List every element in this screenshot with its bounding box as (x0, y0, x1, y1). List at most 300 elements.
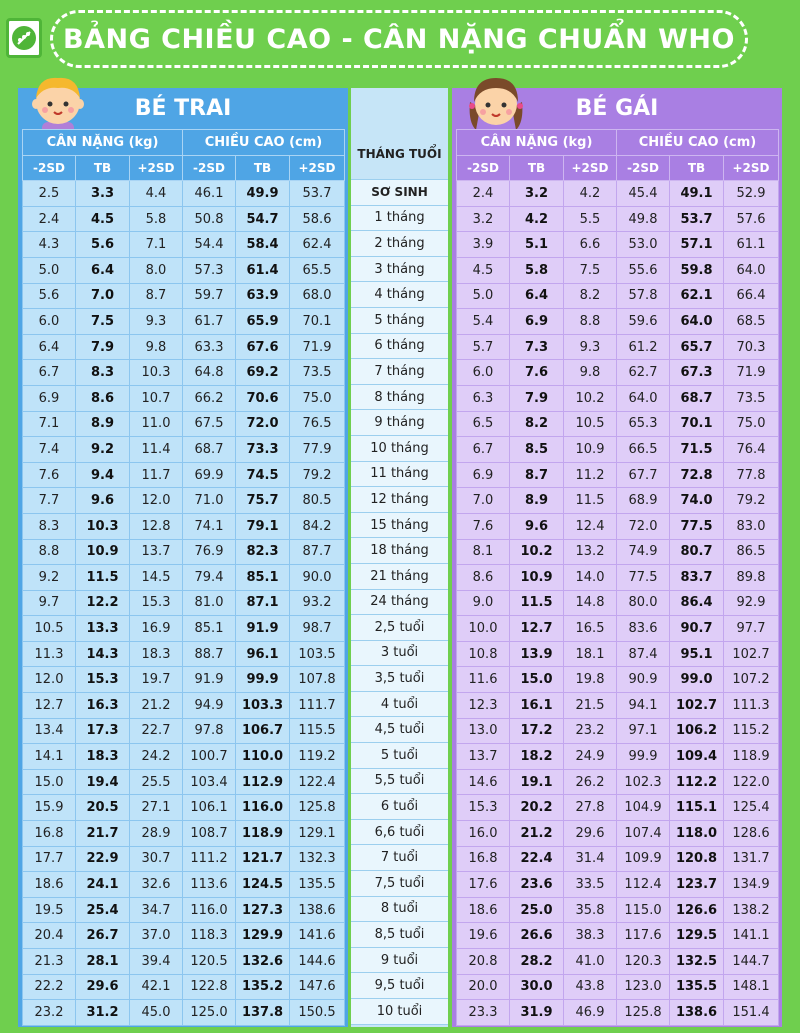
table-cell: 99.0 (670, 667, 724, 693)
table-cell: 29.6 (76, 974, 130, 1000)
table-cell: 2.4 (23, 206, 76, 232)
girl-subheader: +2SD (724, 155, 779, 181)
table-cell: 74.9 (617, 539, 670, 565)
table-cell: 151.4 (724, 1000, 779, 1026)
table-cell: 118.9 (236, 821, 290, 847)
table-row (457, 437, 779, 463)
table-cell: 21.2 (130, 693, 183, 719)
table-row (23, 513, 345, 539)
table-cell: 61.2 (617, 334, 670, 360)
table-cell: 12.8 (130, 513, 183, 539)
table-cell: 80.7 (670, 539, 724, 565)
table-cell: 69.2 (236, 360, 290, 386)
table-row (457, 309, 779, 335)
table-cell: 8.6 (457, 565, 510, 591)
table-cell: 147.6 (290, 974, 345, 1000)
table-cell: 67.5 (183, 411, 236, 437)
table-cell: 75.7 (236, 488, 290, 514)
table-cell: 106.1 (183, 795, 236, 821)
table-cell: 8.9 (510, 488, 564, 514)
table-cell: 15.9 (23, 795, 76, 821)
age-column (351, 88, 448, 1027)
table-cell: 11.3 (23, 641, 76, 667)
table-row (457, 693, 779, 719)
table-cell: 9.4 (76, 462, 130, 488)
boy-height-header: CHIỀU CAO (cm) (183, 130, 345, 156)
table-cell: 16.8 (23, 821, 76, 847)
table-cell: 39.4 (130, 949, 183, 975)
table-cell: 84.2 (290, 513, 345, 539)
table-cell: 38.3 (564, 923, 617, 949)
table-cell: 119.2 (290, 744, 345, 770)
table-cell: 122.0 (724, 769, 779, 795)
table-row (23, 360, 345, 386)
table-cell: 102.7 (724, 641, 779, 667)
table-cell: 111.2 (183, 846, 236, 872)
table-cell: 14.8 (564, 590, 617, 616)
table-row (23, 795, 345, 821)
table-cell: 31.2 (76, 1000, 130, 1026)
table-cell: 5.8 (510, 257, 564, 283)
table-cell: 120.3 (617, 949, 670, 975)
table-row (23, 385, 345, 411)
table-cell: 11.0 (130, 411, 183, 437)
table-cell: 6.0 (23, 309, 76, 335)
table-row (457, 385, 779, 411)
table-row (457, 872, 779, 898)
table-cell: 63.9 (236, 283, 290, 309)
table-cell: 75.0 (290, 385, 345, 411)
table-cell: 118.3 (183, 923, 236, 949)
table-cell: 9.7 (23, 590, 76, 616)
table-cell: 26.7 (76, 923, 130, 949)
table-cell: 45.0 (130, 1000, 183, 1026)
table-cell: 129.5 (670, 923, 724, 949)
table-cell: 22.7 (130, 718, 183, 744)
table-cell: 99.9 (236, 667, 290, 693)
boy-subheader: TB (76, 155, 130, 181)
table-cell: 97.7 (724, 616, 779, 642)
table-cell: 19.6 (457, 923, 510, 949)
age-label: 3,5 tuổi (351, 666, 448, 692)
table-row (23, 744, 345, 770)
table-row (23, 206, 345, 232)
table-cell: 107.8 (290, 667, 345, 693)
table-cell: 8.8 (23, 539, 76, 565)
table-cell: 132.3 (290, 846, 345, 872)
table-cell: 79.2 (290, 462, 345, 488)
table-cell: 13.7 (457, 744, 510, 770)
table-cell: 112.2 (670, 769, 724, 795)
table-cell: 7.3 (510, 334, 564, 360)
table-cell: 67.7 (617, 462, 670, 488)
age-label: 2 tháng (351, 231, 448, 257)
boy-table (22, 129, 345, 1026)
table-cell: 6.4 (510, 283, 564, 309)
age-label: 6 tuổi (351, 794, 448, 820)
table-cell: 127.3 (236, 897, 290, 923)
table-cell: 8.3 (76, 360, 130, 386)
table-cell: 37.0 (130, 923, 183, 949)
table-cell: 59.8 (670, 257, 724, 283)
table-cell: 77.9 (290, 437, 345, 463)
table-cell: 10.9 (76, 539, 130, 565)
age-header: THÁNG TUỔI (351, 129, 448, 180)
table-cell: 111.7 (290, 693, 345, 719)
table-cell: 8.0 (130, 257, 183, 283)
table-row (23, 309, 345, 335)
table-cell: 30.0 (510, 974, 564, 1000)
table-row (457, 846, 779, 872)
table-cell: 64.8 (183, 360, 236, 386)
age-label: 5 tuổi (351, 743, 448, 769)
table-cell: 128.6 (724, 821, 779, 847)
table-cell: 4.5 (76, 206, 130, 232)
girl-panel (452, 88, 782, 1027)
table-row (457, 795, 779, 821)
table-cell: 115.1 (670, 795, 724, 821)
table-cell: 10.3 (76, 513, 130, 539)
age-label: 15 tháng (351, 513, 448, 539)
table-cell: 13.9 (510, 641, 564, 667)
table-cell: 10.5 (23, 616, 76, 642)
table-cell: 83.7 (670, 565, 724, 591)
table-cell: 22.9 (76, 846, 130, 872)
table-cell: 17.7 (23, 846, 76, 872)
table-row (23, 488, 345, 514)
table-cell: 116.0 (183, 897, 236, 923)
table-cell: 66.2 (183, 385, 236, 411)
table-cell: 11.5 (76, 565, 130, 591)
table-cell: 117.6 (617, 923, 670, 949)
table-cell: 86.4 (670, 590, 724, 616)
table-row (457, 769, 779, 795)
table-cell: 10.8 (457, 641, 510, 667)
table-cell: 14.0 (564, 565, 617, 591)
table-cell: 8.2 (510, 411, 564, 437)
table-cell: 4.2 (510, 206, 564, 232)
table-cell: 125.8 (290, 795, 345, 821)
table-cell: 87.4 (617, 641, 670, 667)
table-cell: 18.6 (457, 897, 510, 923)
table-cell: 6.9 (510, 309, 564, 335)
table-cell: 125.0 (183, 1000, 236, 1026)
table-cell: 138.6 (670, 1000, 724, 1026)
table-cell: 41.0 (564, 949, 617, 975)
table-cell: 64.0 (617, 385, 670, 411)
girl-subheader: TB (670, 155, 724, 181)
table-row (457, 462, 779, 488)
table-cell: 106.7 (236, 718, 290, 744)
table-cell: 17.2 (510, 718, 564, 744)
table-cell: 9.6 (510, 513, 564, 539)
table-cell: 129.1 (290, 821, 345, 847)
table-cell: 74.5 (236, 462, 290, 488)
table-row (23, 462, 345, 488)
table-cell: 21.3 (23, 949, 76, 975)
girl-weight-header: CÂN NẶNG (kg) (457, 130, 617, 156)
table-cell: 16.0 (457, 821, 510, 847)
table-cell: 71.5 (670, 437, 724, 463)
table-cell: 65.5 (290, 257, 345, 283)
age-label: 5 tháng (351, 308, 448, 334)
table-cell: 7.6 (23, 462, 76, 488)
table-cell: 73.5 (290, 360, 345, 386)
table-cell: 86.5 (724, 539, 779, 565)
age-label: 4,5 tuổi (351, 717, 448, 743)
table-cell: 98.7 (290, 616, 345, 642)
table-cell: 17.3 (76, 718, 130, 744)
table-row (457, 616, 779, 642)
table-row (457, 488, 779, 514)
age-label: 11 tháng (351, 462, 448, 488)
table-cell: 103.5 (290, 641, 345, 667)
table-cell: 27.8 (564, 795, 617, 821)
table-cell: 69.9 (183, 462, 236, 488)
table-cell: 12.7 (23, 693, 76, 719)
table-cell: 90.9 (617, 667, 670, 693)
table-row (23, 437, 345, 463)
table-cell: 11.5 (564, 488, 617, 514)
table-row (23, 232, 345, 258)
girl-title: BÉ GÁI (575, 95, 659, 121)
table-cell: 72.8 (670, 462, 724, 488)
table-cell: 73.3 (236, 437, 290, 463)
table-cell: 25.0 (510, 897, 564, 923)
table-row (457, 283, 779, 309)
table-cell: 21.2 (510, 821, 564, 847)
table-cell: 25.4 (76, 897, 130, 923)
table-row (23, 769, 345, 795)
boy-subheader: -2SD (183, 155, 236, 181)
table-cell: 8.2 (564, 283, 617, 309)
table-row (457, 360, 779, 386)
table-cell: 108.7 (183, 821, 236, 847)
table-row (23, 846, 345, 872)
table-cell: 18.1 (564, 641, 617, 667)
table-cell: 54.4 (183, 232, 236, 258)
table-cell: 6.7 (457, 437, 510, 463)
age-label: 9 tháng (351, 410, 448, 436)
table-cell: 141.1 (724, 923, 779, 949)
table-cell: 68.7 (183, 437, 236, 463)
table-cell: 12.7 (510, 616, 564, 642)
table-cell: 68.9 (617, 488, 670, 514)
boy-subheader: +2SD (290, 155, 345, 181)
table-cell: 79.2 (724, 488, 779, 514)
age-label: 2,5 tuổi (351, 615, 448, 641)
table-cell: 5.0 (457, 283, 510, 309)
table-row (23, 693, 345, 719)
table-cell: 94.1 (617, 693, 670, 719)
table-cell: 61.4 (236, 257, 290, 283)
age-label: 9 tuổi (351, 948, 448, 974)
table-cell: 58.4 (236, 232, 290, 258)
girl-table (456, 129, 779, 1026)
table-cell: 10.9 (564, 437, 617, 463)
leaf-logo-icon (6, 18, 42, 58)
table-cell: 7.0 (76, 283, 130, 309)
table-cell: 80.0 (617, 590, 670, 616)
table-cell: 53.7 (670, 206, 724, 232)
table-cell: 110.0 (236, 744, 290, 770)
table-cell: 26.2 (564, 769, 617, 795)
table-cell: 52.9 (724, 181, 779, 207)
table-cell: 6.4 (23, 334, 76, 360)
page-title: BẢNG CHIỀU CAO - CÂN NẶNG CHUẨN WHO (50, 10, 748, 68)
table-cell: 14.1 (23, 744, 76, 770)
table-cell: 11.6 (457, 667, 510, 693)
table-cell: 8.7 (130, 283, 183, 309)
table-cell: 102.7 (670, 693, 724, 719)
table-row (457, 513, 779, 539)
table-cell: 5.7 (457, 334, 510, 360)
table-cell: 93.2 (290, 590, 345, 616)
table-cell: 62.1 (670, 283, 724, 309)
table-cell: 61.1 (724, 232, 779, 258)
table-cell: 90.7 (670, 616, 724, 642)
table-cell: 144.6 (290, 949, 345, 975)
table-cell: 90.0 (290, 565, 345, 591)
table-cell: 4.2 (564, 181, 617, 207)
table-cell: 76.9 (183, 539, 236, 565)
table-cell: 8.8 (564, 309, 617, 335)
table-cell: 27.1 (130, 795, 183, 821)
table-cell: 83.0 (724, 513, 779, 539)
table-cell: 3.9 (457, 232, 510, 258)
table-cell: 72.0 (236, 411, 290, 437)
table-cell: 7.1 (130, 232, 183, 258)
table-cell: 107.2 (724, 667, 779, 693)
table-cell: 49.1 (670, 181, 724, 207)
table-cell: 34.7 (130, 897, 183, 923)
age-label: 5,5 tuổi (351, 769, 448, 795)
age-label: 10 tuổi (351, 999, 448, 1025)
table-cell: 53.0 (617, 232, 670, 258)
table-cell: 9.3 (564, 334, 617, 360)
table-cell: 6.9 (23, 385, 76, 411)
age-label: 3 tuổi (351, 641, 448, 667)
table-cell: 8.6 (76, 385, 130, 411)
table-row (457, 232, 779, 258)
table-cell: 59.6 (617, 309, 670, 335)
table-cell: 70.1 (670, 411, 724, 437)
table-cell: 75.0 (724, 411, 779, 437)
table-row (457, 206, 779, 232)
table-cell: 126.6 (670, 897, 724, 923)
table-row (23, 283, 345, 309)
table-cell: 11.5 (510, 590, 564, 616)
table-cell: 54.7 (236, 206, 290, 232)
table-cell: 10.0 (457, 616, 510, 642)
table-cell: 148.1 (724, 974, 779, 1000)
table-cell: 23.6 (510, 872, 564, 898)
table-cell: 2.4 (457, 181, 510, 207)
table-row (457, 565, 779, 591)
table-cell: 135.2 (236, 974, 290, 1000)
table-cell: 115.5 (290, 718, 345, 744)
table-cell: 20.2 (510, 795, 564, 821)
age-label: 1 tháng (351, 206, 448, 232)
table-row (457, 411, 779, 437)
table-cell: 99.9 (617, 744, 670, 770)
table-row (23, 616, 345, 642)
table-cell: 5.5 (564, 206, 617, 232)
table-cell: 5.0 (23, 257, 76, 283)
table-cell: 19.7 (130, 667, 183, 693)
table-cell: 106.2 (670, 718, 724, 744)
table-cell: 109.9 (617, 846, 670, 872)
table-cell: 46.1 (183, 181, 236, 207)
table-cell: 73.5 (724, 385, 779, 411)
table-row (457, 539, 779, 565)
table-cell: 76.4 (724, 437, 779, 463)
table-cell: 49.8 (617, 206, 670, 232)
age-label: 7 tháng (351, 359, 448, 385)
table-cell: 66.4 (724, 283, 779, 309)
table-cell: 113.6 (183, 872, 236, 898)
table-cell: 141.6 (290, 923, 345, 949)
table-cell: 62.7 (617, 360, 670, 386)
table-cell: 35.8 (564, 897, 617, 923)
table-cell: 6.4 (76, 257, 130, 283)
table-cell: 5.4 (457, 309, 510, 335)
age-label: 24 tháng (351, 590, 448, 616)
table-cell: 25.5 (130, 769, 183, 795)
table-cell: 70.3 (724, 334, 779, 360)
table-row (457, 923, 779, 949)
table-cell: 3.2 (510, 181, 564, 207)
table-cell: 134.9 (724, 872, 779, 898)
table-cell: 19.4 (76, 769, 130, 795)
table-cell: 20.0 (457, 974, 510, 1000)
table-cell: 91.9 (183, 667, 236, 693)
girl-height-header: CHIỀU CAO (cm) (617, 130, 779, 156)
table-row (457, 949, 779, 975)
table-row (23, 718, 345, 744)
table-cell: 57.6 (724, 206, 779, 232)
table-cell: 18.3 (130, 641, 183, 667)
table-row (23, 821, 345, 847)
table-cell: 85.1 (183, 616, 236, 642)
table-cell: 11.2 (564, 462, 617, 488)
table-cell: 103.3 (236, 693, 290, 719)
table-cell: 85.1 (236, 565, 290, 591)
table-cell: 57.1 (670, 232, 724, 258)
table-cell: 79.4 (183, 565, 236, 591)
age-label: 4 tháng (351, 282, 448, 308)
table-row (23, 257, 345, 283)
table-cell: 21.7 (76, 821, 130, 847)
age-label: 6,6 tuổi (351, 820, 448, 846)
table-cell: 58.6 (290, 206, 345, 232)
table-cell: 9.2 (23, 565, 76, 591)
table-cell: 46.9 (564, 1000, 617, 1026)
table-cell: 7.0 (457, 488, 510, 514)
age-label: 6 tháng (351, 334, 448, 360)
table-cell: 28.1 (76, 949, 130, 975)
table-cell: 14.6 (457, 769, 510, 795)
table-cell: 50.8 (183, 206, 236, 232)
table-cell: 49.9 (236, 181, 290, 207)
table-row (457, 590, 779, 616)
table-cell: 111.3 (724, 693, 779, 719)
table-cell: 8.5 (510, 437, 564, 463)
table-cell: 55.6 (617, 257, 670, 283)
table-cell: 10.9 (510, 565, 564, 591)
table-row (457, 974, 779, 1000)
table-cell: 88.7 (183, 641, 236, 667)
